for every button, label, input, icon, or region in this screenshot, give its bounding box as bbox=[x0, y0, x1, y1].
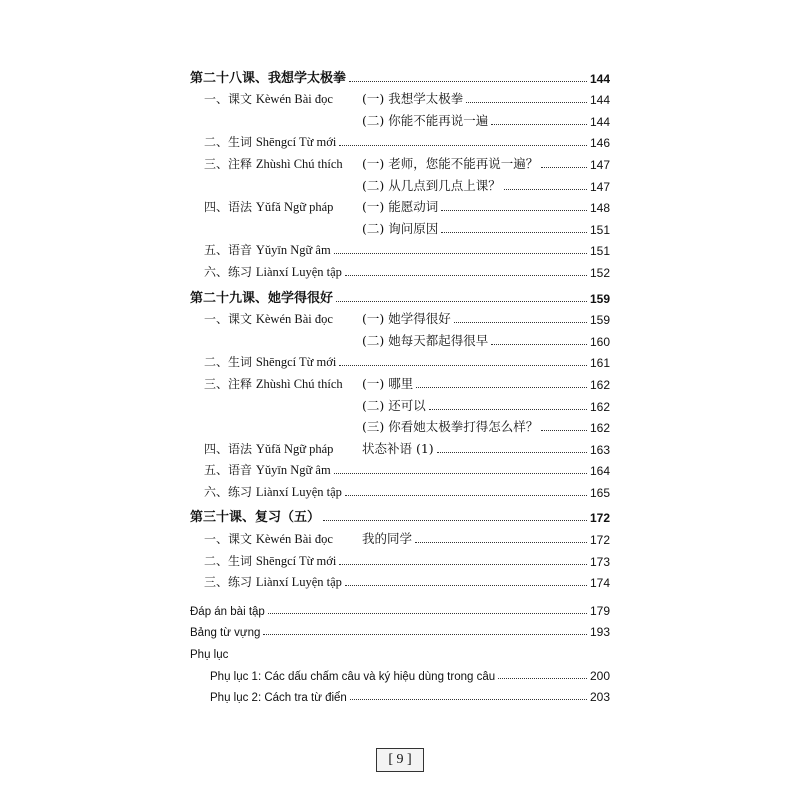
entry-title: Bảng từ vựng bbox=[190, 627, 261, 640]
page-ref: 163 bbox=[589, 442, 610, 457]
section-number: 五、语音 bbox=[204, 243, 253, 258]
dot-leader bbox=[498, 678, 587, 679]
dot-leader bbox=[334, 253, 587, 254]
page-ref: 152 bbox=[589, 265, 610, 280]
page-ref: 162 bbox=[589, 399, 610, 414]
subsection-title: (一) 我想学太极拳 bbox=[362, 91, 464, 107]
section-term: Zhùshì Chú thích bbox=[255, 376, 343, 391]
page-ref: 179 bbox=[589, 603, 610, 618]
section-term: Liànxí Luyện tập bbox=[255, 484, 342, 499]
label-wrap bbox=[190, 334, 362, 349]
section-label bbox=[204, 241, 331, 258]
section-label bbox=[204, 377, 343, 391]
toc-section-entry bbox=[190, 569, 610, 591]
dot-leader bbox=[339, 564, 587, 565]
page-ref: 151 bbox=[589, 222, 610, 237]
section-term: Yǔfǎ Ngữ pháp bbox=[255, 441, 334, 456]
section-term: Yǔfǎ Ngữ pháp bbox=[255, 200, 334, 215]
section-number: 六、练习 bbox=[204, 484, 253, 499]
entry-title: Đáp án bài tập bbox=[190, 605, 265, 618]
toc-subsection-entry bbox=[190, 172, 610, 194]
section-number: 三、练习 bbox=[204, 575, 253, 590]
section-term: Kèwén Bài đọc bbox=[255, 532, 333, 547]
dot-leader bbox=[263, 634, 587, 635]
toc-section-entry bbox=[190, 150, 610, 172]
dot-leader bbox=[416, 387, 587, 388]
section-number: 三、注释 bbox=[204, 156, 253, 171]
page-ref: 172 bbox=[589, 511, 610, 526]
toc-subsection-entry bbox=[190, 414, 610, 436]
dot-leader bbox=[454, 322, 587, 323]
label-wrap bbox=[190, 198, 362, 215]
page-ref: 162 bbox=[589, 421, 610, 436]
label-wrap bbox=[190, 530, 362, 547]
section-label bbox=[204, 353, 336, 370]
section-term: Yǔyīn Ngữ âm bbox=[255, 463, 331, 478]
section-number: 二、生词 bbox=[204, 355, 253, 370]
dot-leader bbox=[541, 167, 587, 168]
subsection-title: (一) 哪里 bbox=[362, 375, 414, 391]
dot-leader bbox=[339, 145, 587, 146]
toc-section-entry bbox=[190, 349, 610, 371]
page-ref: 144 bbox=[589, 71, 610, 86]
section-term: Shēngcí Từ mới bbox=[255, 135, 337, 150]
page-ref: 174 bbox=[589, 576, 610, 591]
label-wrap bbox=[190, 399, 362, 414]
section-term: Yǔyīn Ngữ âm bbox=[255, 243, 331, 258]
dot-leader bbox=[345, 585, 587, 586]
label-wrap bbox=[190, 222, 362, 237]
dot-leader bbox=[345, 495, 587, 496]
page-ref: 162 bbox=[589, 377, 610, 392]
subsection-title: 我的同学 bbox=[362, 531, 413, 547]
page-ref: 159 bbox=[589, 313, 610, 328]
toc-section-entry bbox=[190, 547, 610, 569]
page-ref: 161 bbox=[589, 356, 610, 371]
toc-lesson-heading bbox=[190, 284, 610, 306]
section-label bbox=[204, 200, 333, 214]
toc-subsection-entry bbox=[190, 215, 610, 237]
toc-section-entry bbox=[190, 306, 610, 328]
label-wrap bbox=[190, 310, 362, 327]
toc-appendix-entry bbox=[190, 683, 610, 705]
section-label bbox=[204, 263, 342, 280]
dot-leader bbox=[345, 275, 587, 276]
page-ref: 147 bbox=[589, 157, 610, 172]
lesson-title: 第二十九课、她学得很好 bbox=[190, 290, 334, 306]
page-ref: 147 bbox=[589, 179, 610, 194]
toc-lesson-heading bbox=[190, 504, 610, 526]
appendix-title: Phụ lục 1: Các dấu chấm câu và ký hiệu dùng trong câu bbox=[210, 670, 496, 683]
section-term: Shēngcí Từ mới bbox=[255, 355, 337, 370]
section-number: 六、练习 bbox=[204, 264, 253, 279]
page-ref: 200 bbox=[589, 668, 610, 683]
toc-section-entry bbox=[190, 86, 610, 108]
toc-back-matter-entry bbox=[190, 618, 610, 640]
label-wrap bbox=[190, 420, 362, 435]
toc-appendix-heading bbox=[190, 639, 610, 661]
section-term: Shēngcí Từ mới bbox=[255, 553, 337, 568]
section-number: 一、课文 bbox=[204, 312, 253, 327]
section-number: 三、注释 bbox=[204, 376, 253, 391]
section-label bbox=[204, 442, 333, 456]
label-wrap bbox=[190, 155, 362, 172]
toc-section-entry bbox=[190, 258, 610, 280]
page-number: [ 9 ] bbox=[376, 748, 424, 772]
dot-leader bbox=[323, 520, 587, 521]
subsection-title: (三) 你看她太极拳打得怎么样？ bbox=[362, 419, 539, 435]
dot-leader bbox=[441, 232, 587, 233]
section-label bbox=[204, 133, 336, 150]
dot-leader bbox=[349, 81, 587, 82]
toc-section-entry bbox=[190, 525, 610, 547]
lesson-title: 第三十课、复习（五） bbox=[190, 510, 321, 526]
section-label bbox=[204, 312, 333, 326]
toc-section-entry bbox=[190, 457, 610, 479]
subsection-title: 状态补语 (1) bbox=[362, 440, 434, 456]
page-ref: 173 bbox=[589, 554, 610, 569]
label-wrap bbox=[190, 90, 362, 107]
section-number: 五、语音 bbox=[204, 463, 253, 478]
appendix-title: Phụ lục 2: Cách tra từ điển bbox=[210, 692, 347, 705]
toc-back-matter-entry bbox=[190, 596, 610, 618]
subsection-title: (二) 她每天都起得很早 bbox=[362, 332, 489, 348]
subsection-title: (二) 询问原因 bbox=[362, 220, 439, 236]
toc-subsection-entry bbox=[190, 107, 610, 129]
toc-section-entry bbox=[190, 129, 610, 151]
toc-subsection-entry bbox=[190, 327, 610, 349]
toc-section-entry bbox=[190, 478, 610, 500]
page-ref: 172 bbox=[589, 533, 610, 548]
section-number: 四、语法 bbox=[204, 441, 253, 456]
section-label bbox=[204, 573, 342, 590]
section-number: 二、生词 bbox=[204, 553, 253, 568]
table-of-contents bbox=[190, 64, 610, 704]
section-number: 一、课文 bbox=[204, 532, 253, 547]
lesson-title: 第二十八课、我想学太极拳 bbox=[190, 70, 347, 86]
toc-section-entry bbox=[190, 237, 610, 259]
dot-leader bbox=[491, 344, 587, 345]
dot-leader bbox=[437, 452, 587, 453]
subsection-title: (一) 她学得很好 bbox=[362, 311, 451, 327]
dot-leader bbox=[429, 409, 587, 410]
dot-leader bbox=[415, 542, 587, 543]
page-ref: 165 bbox=[589, 485, 610, 500]
section-label bbox=[204, 157, 343, 171]
toc-section-entry bbox=[190, 194, 610, 216]
dot-leader bbox=[504, 189, 587, 190]
section-number: 二、生词 bbox=[204, 135, 253, 150]
toc-appendix-entry bbox=[190, 661, 610, 683]
dot-leader bbox=[466, 102, 587, 103]
section-label bbox=[204, 552, 336, 569]
label-wrap bbox=[190, 179, 362, 194]
dot-leader bbox=[541, 430, 587, 431]
page-ref: 146 bbox=[589, 136, 610, 151]
page-ref: 148 bbox=[589, 201, 610, 216]
entry-title: Phụ lục bbox=[190, 649, 229, 662]
label-wrap bbox=[190, 114, 362, 129]
section-term: Liànxí Luyện tập bbox=[255, 575, 342, 590]
section-term: Kèwén Bài đọc bbox=[255, 92, 333, 107]
label-wrap bbox=[190, 440, 362, 457]
page-ref: 164 bbox=[589, 464, 610, 479]
dot-leader bbox=[334, 473, 587, 474]
section-label bbox=[204, 532, 333, 546]
section-number: 四、语法 bbox=[204, 200, 253, 215]
toc-lesson-heading bbox=[190, 64, 610, 86]
dot-leader bbox=[339, 365, 587, 366]
section-term: Kèwén Bài đọc bbox=[255, 312, 333, 327]
subsection-title: (一) 能愿动词 bbox=[362, 199, 439, 215]
page-ref: 203 bbox=[589, 690, 610, 705]
subsection-title: (二) 还可以 bbox=[362, 397, 426, 413]
dot-leader bbox=[350, 699, 587, 700]
section-term: Liànxí Luyện tập bbox=[255, 264, 342, 279]
dot-leader bbox=[441, 210, 587, 211]
page-ref: 144 bbox=[589, 93, 610, 108]
section-label bbox=[204, 461, 331, 478]
toc-section-entry bbox=[190, 370, 610, 392]
subsection-title: (一) 老师，您能不能再说一遍？ bbox=[362, 155, 539, 171]
toc-subsection-entry bbox=[190, 392, 610, 414]
page-ref: 151 bbox=[589, 244, 610, 259]
subsection-title: (二) 你能不能再说一遍 bbox=[362, 112, 489, 128]
subsection-title: (二) 从几点到几点上课？ bbox=[362, 177, 501, 193]
section-term: Zhùshì Chú thích bbox=[255, 156, 343, 171]
dot-leader bbox=[268, 613, 587, 614]
dot-leader bbox=[336, 301, 587, 302]
section-label bbox=[204, 92, 333, 106]
page-ref: 160 bbox=[589, 334, 610, 349]
section-label bbox=[204, 483, 342, 500]
page-ref: 144 bbox=[589, 114, 610, 129]
section-number: 一、课文 bbox=[204, 92, 253, 107]
toc-section-entry bbox=[190, 435, 610, 457]
dot-leader bbox=[491, 124, 587, 125]
page-ref: 193 bbox=[589, 625, 610, 640]
page-ref: 159 bbox=[589, 291, 610, 306]
label-wrap bbox=[190, 375, 362, 392]
